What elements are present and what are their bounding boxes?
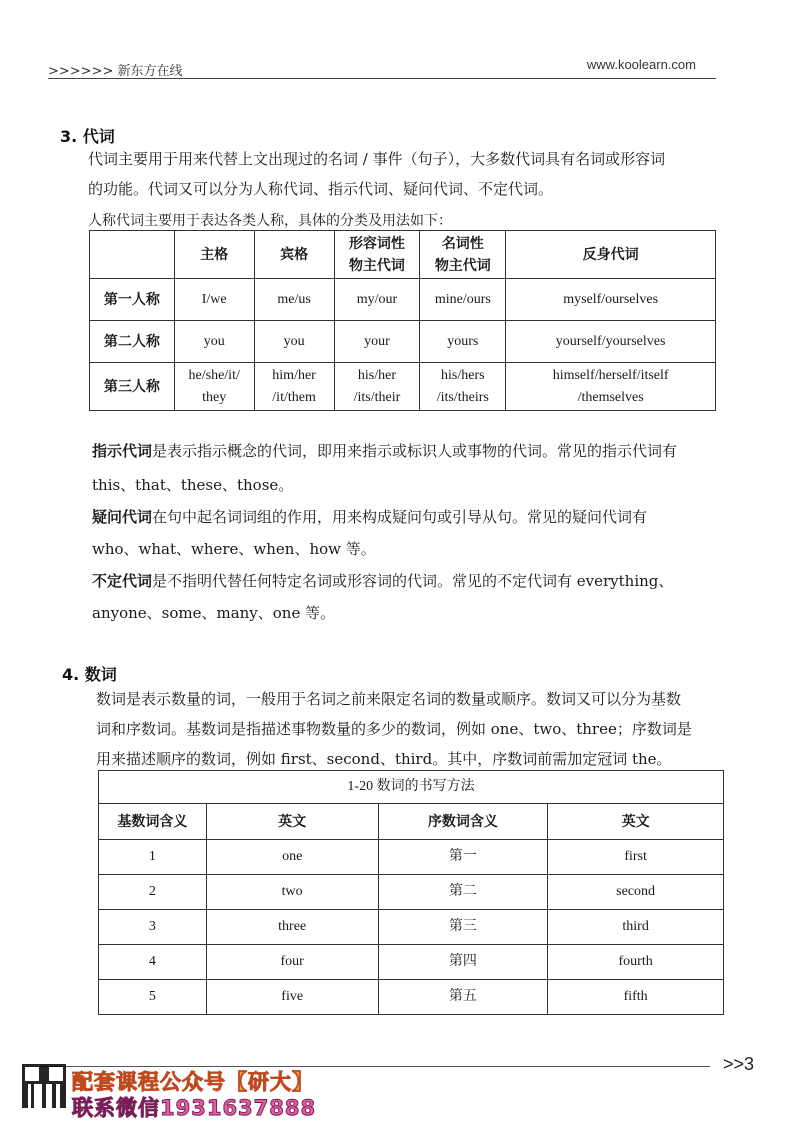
table-cell: first: [548, 840, 724, 875]
row-label-third-person: 第三人称: [90, 363, 175, 411]
section-3-para2: 人称代词主要用于表达各类人称，具体的分类及用法如下：: [88, 213, 452, 229]
table-cell: 第一: [378, 840, 548, 875]
table-cell: mine/ours: [420, 279, 506, 321]
section-4-line3: 用来描述顺序的数词，例如 first、second、third。其中，序数词前需加定冠词 the。: [96, 750, 672, 768]
table-cell: two: [206, 875, 378, 910]
table-row: [99, 875, 724, 910]
row-label-first-person: 第一人称: [90, 279, 175, 321]
table-row: [99, 910, 724, 945]
header-divider: [48, 78, 716, 79]
section-3-title: 3. 代词: [60, 127, 115, 146]
table-row: [90, 321, 716, 363]
table-row: [99, 840, 724, 875]
table-cell: your: [334, 321, 420, 363]
header-brand: >>>>>> 新东方在线: [48, 64, 183, 79]
table-cell: fifth: [548, 980, 724, 1015]
pronoun-header-reflexive: 反身代词: [506, 231, 716, 279]
table-row: [99, 945, 724, 980]
section-3-para1-line2: 的功能。代词又可以分为人称代词、指示代词、疑问代词、不定代词。: [88, 180, 554, 198]
numeral-table: [98, 770, 724, 1015]
numeral-header-english-ordinal: 英文: [548, 804, 724, 840]
table-row: [90, 279, 716, 321]
interrogative-term: 疑问代词: [92, 508, 153, 526]
table-cell: 第二: [378, 875, 548, 910]
pronoun-header-object: 宾格: [254, 231, 334, 279]
table-cell: 2: [99, 875, 207, 910]
table-cell: he/she/it/ they: [174, 363, 254, 411]
table-cell: me/us: [254, 279, 334, 321]
table-cell: 第四: [378, 945, 548, 980]
table-cell: himself/herself/itself /themselves: [506, 363, 716, 411]
indefinite-examples: anyone、some、many、one 等。: [92, 604, 336, 622]
demonstrative-examples: this、that、these、those。: [92, 476, 294, 494]
table-cell: yours: [420, 321, 506, 363]
table-cell: 第三: [378, 910, 548, 945]
section-3-para1-line1: 代词主要用于用来代替上文出现过的名词 / 事件（句子），大多数代词具有名词或形容词: [88, 150, 666, 168]
table-cell: his/hers /its/theirs: [420, 363, 506, 411]
pronoun-header-subject: 主格: [174, 231, 254, 279]
watermark-line-2: 联系微信1931637888: [72, 1096, 317, 1120]
section-4-line2: 词和序数词。基数词是指描述事物数量的多少的数词，例如 one、two、three；序数词是: [96, 720, 692, 738]
table-cell: one: [206, 840, 378, 875]
table-cell: three: [206, 910, 378, 945]
table-cell: 3: [99, 910, 207, 945]
table-cell: 4: [99, 945, 207, 980]
table-cell: my/our: [334, 279, 420, 321]
table-cell: 5: [99, 980, 207, 1015]
indefinite-para: [92, 566, 732, 596]
table-cell: third: [548, 910, 724, 945]
watermark-line-1: 配套课程公众号【研大】: [72, 1070, 314, 1094]
numeral-table-caption: 1-20 数词的书写方法: [99, 771, 724, 804]
pronoun-header-noun-possessive: 名词性 物主代词: [420, 231, 506, 279]
interrogative-para: [92, 502, 732, 532]
interrogative-text: 在句中起名词词组的作用，用来构成疑问句或引导从句。常见的疑问代词有: [152, 508, 648, 526]
demonstrative-para: [92, 436, 732, 466]
table-cell: five: [206, 980, 378, 1015]
row-label-second-person: 第二人称: [90, 321, 175, 363]
header-url: www.koolearn.com: [586, 57, 696, 72]
numeral-header-cardinal: 基数词含义: [99, 804, 207, 840]
pronoun-table-header-row: [90, 231, 716, 279]
section-4-line1: 数词是表示数量的词，一般用于名词之前来限定名词的数量或顺序。数词又可以分为基数: [96, 690, 682, 708]
table-cell: I/we: [174, 279, 254, 321]
numeral-table-caption-row: [99, 771, 724, 804]
pronoun-header-blank: [90, 231, 175, 279]
page-number: >>3: [722, 1054, 754, 1074]
table-row: [99, 980, 724, 1015]
numeral-header-ordinal: 序数词含义: [378, 804, 548, 840]
pronoun-header-adj-possessive: 形容词性 物主代词: [334, 231, 420, 279]
table-row: [90, 363, 716, 411]
numeral-table-header-row: [99, 804, 724, 840]
indefinite-term: 不定代词: [92, 572, 153, 590]
qr-code-icon: [22, 1064, 66, 1108]
table-cell: you: [174, 321, 254, 363]
table-cell: you: [254, 321, 334, 363]
table-cell: yourself/yourselves: [506, 321, 716, 363]
pronoun-table: [89, 230, 716, 411]
table-cell: fourth: [548, 945, 724, 980]
table-cell: 第五: [378, 980, 548, 1015]
demonstrative-term: 指示代词: [92, 442, 153, 460]
table-cell: four: [206, 945, 378, 980]
table-cell: him/her /it/them: [254, 363, 334, 411]
table-cell: myself/ourselves: [506, 279, 716, 321]
indefinite-text: 是不指明代替任何特定名词或形容词的代词。常见的不定代词有 everything、: [152, 572, 674, 590]
table-cell: second: [548, 875, 724, 910]
section-4-title: 4. 数词: [62, 665, 117, 684]
demonstrative-text: 是表示指示概念的代词，即用来指示或标识人或事物的代词。常见的指示代词有: [152, 442, 678, 460]
table-cell: 1: [99, 840, 207, 875]
interrogative-examples: who、what、where、when、how 等。: [92, 540, 376, 558]
numeral-header-english: 英文: [206, 804, 378, 840]
table-cell: his/her /its/their: [334, 363, 420, 411]
